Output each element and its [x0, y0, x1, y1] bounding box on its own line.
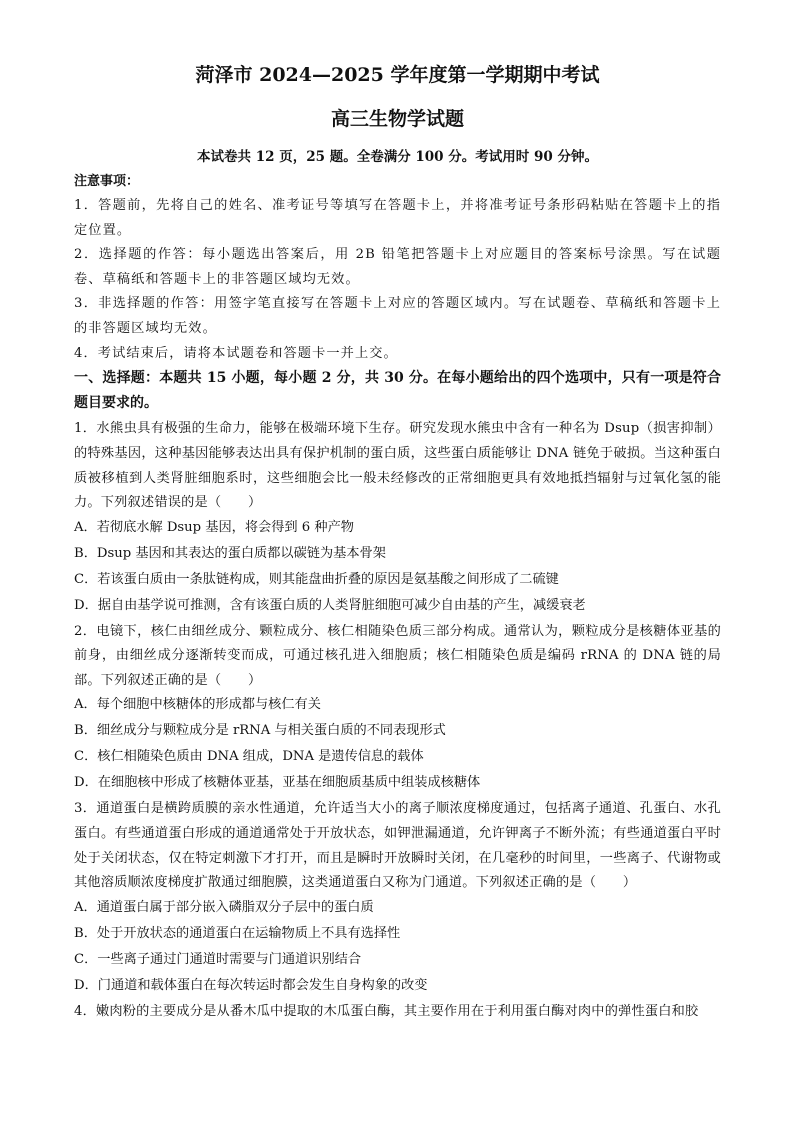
exam-info: 本试卷共 12 页，25 题。全卷满分 100 分。考试用时 90 分钟。 [197, 149, 598, 165]
question-stem: 3．通道蛋白是横跨质膜的亲水性通道，允许适当大小的离子顺浓度梯度通过，包括离子通道、孔蛋白、水孔蛋白。有些通道蛋白形成的通道通常处于开放状态，如钾泄漏通道，允许钾离子不断外流；有些通道蛋白平时处于关闭状态，仅在特定刺激下才打开，而且是瞬时开放瞬时关闭，在几毫秒的时间里，一些离子、代谢物或其他溶质顺浓度梯度扩散通过细胞膜，这类通道蛋白又称为门通道。下列叙述正确的是（ ） [74, 801, 721, 891]
question-3 [74, 797, 721, 998]
notice-item-1: 1．答题前，先将自己的姓名、准考证号等填写在答题卡上，并将准考证号条形码粘贴在答题卡上的指定位置。 [74, 198, 721, 238]
option-b: B．Dsup 基因和其表达的蛋白质都以碳链为基本骨架 [74, 545, 386, 561]
option-c: C．若该蛋白质由一条肽链构成，则其能盘曲折叠的原因是氨基酸之间形成了二硫键 [74, 571, 559, 587]
question-1 [74, 417, 721, 618]
exam-title: 菏泽市 2024—2025 学年度第一学期期中考试 [195, 64, 600, 86]
section-heading: 一、选择题：本题共 15 小题，每小题 2 分，共 30 分。在每小题给出的四个选项中，只有一项是符合题目要求的。 [74, 370, 721, 411]
option-d: D．门通道和载体蛋白在每次转运时都会发生自身构象的改变 [74, 977, 428, 993]
option-b: B．处于开放状态的通道蛋白在运输物质上不具有选择性 [74, 925, 401, 941]
option-d: D．在细胞核中形成了核糖体亚基，亚基在细胞质基质中组装成核糖体 [74, 775, 481, 791]
question-stem: 1．水熊虫具有极强的生命力，能够在极端环境下生存。研究发现水熊虫中含有一种名为 Dsup（损害抑制）的特殊基因，这种基因能够表达出具有保护机制的蛋白质，这些蛋白质能够让 DNA 链免于破损。当这种蛋白质被移植到人类肾脏细胞系时，这些细胞会比一般未经修改的正常细胞更具有效地抵挡辐射与过氧化氢的能力。下列叙述错误的是（ ） [74, 421, 721, 511]
option-c: C．一些离子通过门通道时需要与门通道识别结合 [74, 951, 362, 967]
notice-item-2: 2．选择题的作答：每小题选出答案后，用 2B 铅笔把答题卡上对应题目的答案标号涂黑。写在试题卷、草稿纸和答题卡上的非答题区域均无效。 [74, 247, 721, 287]
option-a: A．通道蛋白属于部分嵌入磷脂双分子层中的蛋白质 [74, 899, 374, 915]
question-2 [74, 620, 721, 796]
notice-heading: 注意事项： [74, 174, 140, 189]
option-a: A．每个细胞中核糖体的形成都与核仁有关 [74, 697, 321, 713]
option-d: D．据自由基学说可推测，含有该蛋白质的人类肾脏细胞可减少自由基的产生，减缓衰老 [74, 597, 586, 613]
notice-item-4: 4．考试结束后，请将本试题卷和答题卡一并上交。 [74, 345, 398, 361]
option-a: A．若彻底水解 Dsup 基因，将会得到 6 种产物 [74, 519, 354, 535]
question-4 [74, 1000, 721, 1025]
notice-item-3: 3．非选择题的作答：用签字笔直接写在答题卡上对应的答题区域内。写在试题卷、草稿纸和答题卡上的非答题区域均无效。 [74, 296, 721, 336]
notice-section [74, 170, 721, 366]
option-b: B．细丝成分与颗粒成分是 rRNA 与相关蛋白质的不同表现形式 [74, 723, 446, 739]
option-c: C．核仁相随染色质由 DNA 组成，DNA 是遗传信息的载体 [74, 749, 424, 765]
exam-subject: 高三生物学试题 [330, 108, 464, 130]
question-stem: 2．电镜下，核仁由细丝成分、颗粒成分、核仁相随染色质三部分构成。通常认为，颗粒成分是核糖体亚基的前身，由细丝成分逐渐转变而成，可通过核孔进入细胞质；核仁相随染色质是编码 rRNA 的 DNA 链的局部。下列叙述正确的是（ ） [74, 623, 721, 688]
question-stem: 4．嫩肉粉的主要成分是从番木瓜中提取的木瓜蛋白酶，其主要作用在于利用蛋白酶对肉中的弹性蛋白和胶 [74, 1003, 699, 1019]
